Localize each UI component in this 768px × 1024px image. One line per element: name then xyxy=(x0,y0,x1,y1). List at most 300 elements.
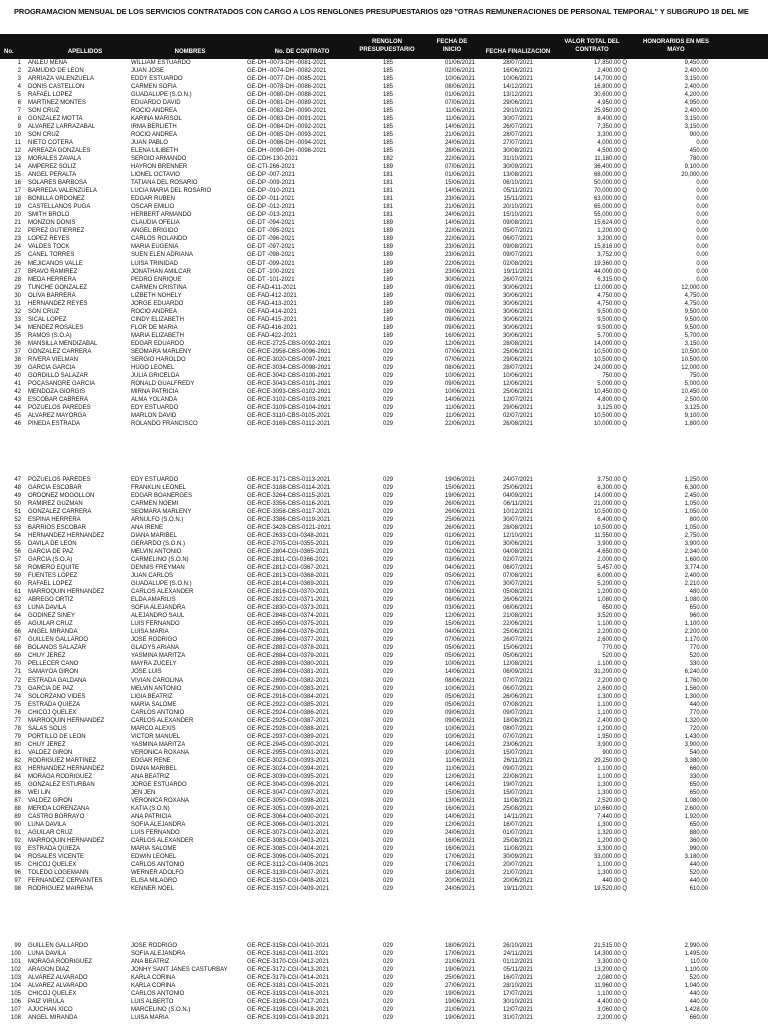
table-cell: 6,240.00 xyxy=(684,669,708,676)
table-cell: 181 xyxy=(382,204,393,211)
table-cell: GE-FAD-416-2021 xyxy=(247,324,297,331)
table-row xyxy=(0,251,768,259)
table-cell: 3,300.00 Q xyxy=(597,132,627,139)
table-cell: 05/08/2021 xyxy=(502,589,533,596)
table-cell: 4,000.00 Q xyxy=(597,140,627,147)
table-cell: ARAGON DIAZ xyxy=(28,967,70,974)
table-cell: 30/06/2021 xyxy=(502,284,533,291)
table-cell: EDDY ESTUARDO xyxy=(131,76,183,83)
table-cell: 30/06/2021 xyxy=(502,541,533,548)
table-row xyxy=(0,990,768,998)
table-row xyxy=(0,284,768,292)
table-row xyxy=(0,797,768,805)
table-cell: GE-RCE-2866-CGI-0377-2021 xyxy=(247,637,330,644)
table-row xyxy=(0,861,768,869)
table-row xyxy=(0,179,768,187)
table-row xyxy=(0,203,768,211)
table-cell: 30/07/2021 xyxy=(502,517,533,524)
table-cell: 4,800.00 Q xyxy=(597,396,627,403)
table-cell: 19/06/2021 xyxy=(444,1015,475,1022)
table-cell: 74 xyxy=(14,693,21,700)
table-cell: CARMEN SOFIA xyxy=(131,84,177,91)
table-cell: 5,200.00 Q xyxy=(597,581,627,588)
table-cell: 36 xyxy=(14,340,21,347)
table-row xyxy=(0,1006,768,1014)
header-inicio-line1: FECHA DE xyxy=(436,39,468,45)
table-cell: 1,430.00 xyxy=(684,733,708,740)
table-cell: SOLARES BARBOSA xyxy=(28,180,88,187)
table-cell: 185 xyxy=(382,148,393,155)
table-cell: 30/06/2021 xyxy=(502,292,533,299)
table-cell: GE-RCE-3264-CBS-0115-2021 xyxy=(247,493,331,500)
table-cell: 19/06/2021 xyxy=(444,999,475,1006)
table-cell: 189 xyxy=(382,292,393,299)
table-cell: 2 xyxy=(17,68,21,75)
table-cell: RAMIREZ GUZMAN xyxy=(28,501,83,508)
table-cell: 189 xyxy=(382,220,393,227)
table-cell: ELENA LILIBETH xyxy=(131,148,179,155)
table-cell: 880.00 xyxy=(689,829,708,836)
table-cell: 5,700.00 xyxy=(684,332,708,339)
table-cell: GE-RCE-3172-CGI-0413-2021 xyxy=(247,967,330,974)
table-cell: GE-RCE-2804-CGI-0365-2021 xyxy=(247,549,330,556)
table-cell: 029 xyxy=(382,565,393,572)
table-cell: 029 xyxy=(382,509,393,516)
table-cell: 21,000.00 Q xyxy=(593,501,627,508)
table-row xyxy=(0,260,768,268)
table-cell: 15/06/2021 xyxy=(444,180,475,187)
table-cell: NIETO COTERA xyxy=(28,140,73,147)
table-cell: 21,515.00 Q xyxy=(593,943,627,949)
table-cell: 2,520.00 Q xyxy=(597,797,627,804)
table-cell: GE-RCE-2925-CGI-0387-2021 xyxy=(247,717,330,724)
table-cell: 12/06/2021 xyxy=(444,613,475,620)
table-cell: 189 xyxy=(382,252,393,259)
table-cell: 1,300.00 Q xyxy=(597,821,627,828)
table-cell: 720.00 xyxy=(689,725,708,732)
table-cell: MARROQUIN HERNANDEZ xyxy=(28,589,105,596)
table-cell: 30/07/2021 xyxy=(502,116,533,123)
table-cell: ROCIO ANDREA xyxy=(131,308,178,315)
table-cell: 1,100.00 Q xyxy=(597,773,627,780)
table-cell: 77 xyxy=(14,717,21,724)
table-cell: 78 xyxy=(14,725,21,732)
table-cell: 86 xyxy=(14,789,21,796)
table-cell: 1,040.00 xyxy=(684,983,708,990)
table-cell: 2,200.00 Q xyxy=(597,629,627,636)
table-row xyxy=(0,677,768,685)
table-cell: 21/06/2021 xyxy=(444,204,475,211)
table-cell: GODINEZ SINEY xyxy=(28,613,76,620)
table-row xyxy=(0,268,768,276)
table-cell: 34 xyxy=(14,324,21,331)
table-cell: MORAGA RODRIGUEZ xyxy=(28,959,93,966)
table-cell: JORGE ESTUARDO xyxy=(131,781,187,788)
table-row xyxy=(0,958,768,966)
table-cell: 029 xyxy=(382,581,393,588)
table-cell: 029 xyxy=(382,621,393,628)
table-cell: 185 xyxy=(382,124,393,131)
table-cell: 15/06/2021 xyxy=(444,789,475,796)
table-cell: 31 xyxy=(14,300,21,307)
table-cell: 02/07/2021 xyxy=(502,557,533,564)
table-cell: GE-RCE-2848-CGI-0374-2021 xyxy=(247,613,330,620)
table-cell: 30/06/2021 xyxy=(502,316,533,323)
table-cell: 30/08/2021 xyxy=(502,148,533,155)
table-cell: 36,400.00 Q xyxy=(593,164,627,171)
header-contrato: No. DE CONTRATO xyxy=(274,49,330,55)
table-row xyxy=(0,612,768,620)
table-cell: 2,200.00 Q xyxy=(597,1015,627,1022)
table-row xyxy=(0,59,768,67)
table-cell: CLAUDIA OFELIA xyxy=(131,220,180,227)
table-cell: 610.00 xyxy=(689,886,708,893)
table-cell: GE-RCE-3039-CGI-0395-2021 xyxy=(247,773,330,780)
table-cell: 2,450.00 xyxy=(684,493,708,500)
table-cell: 2,500.00 xyxy=(684,396,708,403)
table-cell: 24/06/2021 xyxy=(444,140,475,147)
table-cell: 029 xyxy=(382,501,393,508)
table-cell: 029 xyxy=(382,701,393,708)
table-cell: 04/06/2021 xyxy=(444,629,475,636)
table-row xyxy=(0,91,768,99)
table-cell: GE-RCE-3020-CBS-0097-2021 xyxy=(247,356,331,363)
table-cell: 21 xyxy=(14,220,21,227)
table-cell: 650.00 xyxy=(689,605,708,612)
table-cell: 09/06/2021 xyxy=(444,316,475,323)
table-row xyxy=(0,556,768,564)
table-cell: 70 xyxy=(14,661,21,668)
table-cell: CASTRO BORRAYO xyxy=(28,813,85,820)
table-cell: ALVAREZ MAYORGA xyxy=(28,412,87,419)
table-cell: 1,320.00 xyxy=(684,717,708,724)
table-row xyxy=(0,950,768,958)
table-cell: JONATHAN AMILCAR xyxy=(131,268,191,275)
table-row xyxy=(0,620,768,628)
table-cell: GORDILLO SALAZAR xyxy=(28,372,89,379)
table-row xyxy=(0,757,768,765)
table-cell: 4,750.00 xyxy=(684,292,708,299)
table-cell: 105 xyxy=(10,991,21,998)
table-cell: 48 xyxy=(14,485,21,492)
table-row xyxy=(0,837,768,845)
table-cell: 3,520.00 Q xyxy=(597,613,627,620)
table-cell: 9,500.00 Q xyxy=(597,308,627,315)
table-cell: 13,200.00 Q xyxy=(593,967,627,974)
table-cell: 750.00 xyxy=(689,372,708,379)
table-cell: MELVIN ANTONIO xyxy=(131,549,182,556)
table-cell: 1,200.00 Q xyxy=(597,725,627,732)
table-cell: 11,960.00 Q xyxy=(594,983,627,990)
table-cell: 55 xyxy=(14,541,21,548)
table-cell: 20/10/2021 xyxy=(502,204,533,211)
table-cell: 13/08/2021 xyxy=(502,172,533,179)
table-cell: GE-DH -0084-DH -0092-2021 xyxy=(247,124,327,131)
table-cell: 029 xyxy=(382,533,393,540)
table-cell: 01/07/2021 xyxy=(502,829,533,836)
table-cell: 14/06/2021 xyxy=(444,220,475,227)
table-cell: GE-RCE-2725-CBS-0092-2021 xyxy=(247,340,331,347)
table-cell: MANSILLA MENDIZABAL xyxy=(28,340,98,347)
table-cell: 10/06/2021 xyxy=(444,685,475,692)
table-cell: 65,000.00 Q xyxy=(593,204,627,211)
table-cell: KENNER NOEL xyxy=(131,886,175,893)
table-cell: 27 xyxy=(14,268,21,275)
table-cell: MORALES ZAVALA xyxy=(28,156,82,163)
table-cell: CARMELINO (S.O.N) xyxy=(131,557,189,564)
table-cell: 22/06/2021 xyxy=(444,156,475,163)
table-cell: SOFIA ALEJANDRA xyxy=(131,821,186,828)
table-row xyxy=(0,725,768,733)
table-cell: 26/07/2021 xyxy=(502,637,533,644)
table-cell: 5 xyxy=(17,92,21,99)
table-row xyxy=(0,300,768,308)
table-cell: ROCIO ANDREA xyxy=(131,132,178,139)
table-cell: 029 xyxy=(382,999,393,1006)
table-cell: 06/07/2021 xyxy=(502,565,533,572)
table-cell: 16/06/2021 xyxy=(502,68,533,75)
table-cell: 46 xyxy=(14,420,21,427)
table-cell: 25/06/2021 xyxy=(502,348,533,355)
table-cell: 87 xyxy=(14,797,21,804)
table-cell: MARLON DAVID xyxy=(131,412,177,419)
table-cell: 25/08/2021 xyxy=(502,837,533,844)
table-cell: 3,900.00 xyxy=(684,541,708,548)
table-cell: 55,000.00 Q xyxy=(593,212,627,219)
table-cell: 24 xyxy=(14,244,21,251)
table-cell: 189 xyxy=(382,228,393,235)
table-cell: BARREDA VALENZUELA xyxy=(28,188,97,195)
table-cell: 94 xyxy=(14,853,21,860)
table-cell: 029 xyxy=(382,477,393,483)
table-cell: 22/08/2021 xyxy=(502,773,533,780)
table-cell: JORGE EDUARDO xyxy=(131,300,184,307)
table-cell: 3,752.00 Q xyxy=(597,252,627,259)
table-row xyxy=(0,75,768,83)
table-cell: 7,350.00 Q xyxy=(597,124,627,131)
table-cell: 029 xyxy=(382,356,393,363)
table-cell: MIRNA PATRICIA xyxy=(131,388,179,395)
table-row xyxy=(0,396,768,404)
table-cell: SON CRUZ xyxy=(28,132,60,139)
table-row xyxy=(0,99,768,107)
table-cell: MARIA EUGENIA xyxy=(131,244,179,251)
table-cell: 10,500.00 xyxy=(681,356,708,363)
table-cell: GE-RCE-2812-CGI-0367-2021 xyxy=(247,565,330,572)
table-row xyxy=(0,805,768,813)
table-cell: GE-RCE-3064-CGI-0400-2021 xyxy=(247,813,330,820)
table-cell: LUISA MARIA xyxy=(131,1015,169,1022)
table-cell: 11/06/2021 xyxy=(445,765,475,772)
table-cell: 12,000.00 xyxy=(681,284,708,291)
table-cell: GE-RCE-3112-CGI-0406-2021 xyxy=(247,861,329,868)
table-cell: ANA PATRICIA xyxy=(131,813,172,820)
table-cell: 189 xyxy=(382,276,393,283)
table-cell: 1,100.00 Q xyxy=(597,621,627,628)
table-row xyxy=(0,709,768,717)
table-cell: 08/06/2021 xyxy=(444,84,475,91)
table-cell: 09/06/2021 xyxy=(444,380,475,387)
table-cell: ROLANDO FRANCISCO xyxy=(131,420,198,427)
table-cell: 3,300.00 Q xyxy=(597,959,627,966)
table-cell: 25,950.00 Q xyxy=(593,108,627,115)
table-cell: 2,400.00 xyxy=(684,573,708,580)
table-cell: 15/06/2021 xyxy=(444,621,475,628)
table-cell: GARCIA DE PAZ xyxy=(28,549,74,556)
table-cell: 26/06/2021 xyxy=(444,501,475,508)
table-cell: POZUELOS PAREDES xyxy=(28,404,91,411)
table-cell: 2,400.00 Q xyxy=(597,717,627,724)
table-cell: 6 xyxy=(17,100,21,107)
table-cell: 38 xyxy=(14,356,21,363)
table-cell: 19/06/2021 xyxy=(444,493,475,500)
table-cell: 029 xyxy=(382,396,393,403)
table-cell: LUISA MARIA xyxy=(131,629,169,636)
table-cell: 14/06/2021 xyxy=(444,781,475,788)
table-cell: 029 xyxy=(382,869,393,876)
table-cell: 330.00 xyxy=(689,773,708,780)
table-row xyxy=(0,364,768,372)
table-cell: 2,340.00 xyxy=(684,549,708,556)
table-cell: 14,300.00 Q xyxy=(593,951,627,958)
table-cell: GE-DT -101-2021 xyxy=(247,276,295,283)
table-cell: 09/06/2021 xyxy=(444,292,475,299)
table-cell: 01/06/2021 xyxy=(444,541,475,548)
table-cell: 64 xyxy=(14,613,21,620)
table-cell: BONILLA ORDOÑEZ xyxy=(28,196,85,203)
table-cell: 029 xyxy=(382,805,393,812)
table-cell: 23/06/2021 xyxy=(444,252,475,259)
table-cell: 09/06/2021 xyxy=(444,308,475,315)
table-cell: 1,428.00 xyxy=(684,1007,708,1014)
table-cell: GE-RCE-3171-CBS-0113-2021 xyxy=(247,477,331,483)
table-cell: PELLECER CANO xyxy=(28,661,79,668)
table-cell: 5,000.00 Q xyxy=(597,380,627,387)
table-cell: 19/06/2021 xyxy=(444,477,475,483)
table-cell: CARMEN NOEMI xyxy=(131,501,179,508)
table-cell: GONZALEZ CARRERA xyxy=(28,348,92,355)
table-cell: 26/07/2021 xyxy=(502,124,533,131)
table-cell: 51 xyxy=(14,509,21,516)
table-cell: 72 xyxy=(14,677,21,684)
table-cell: 12/06/2021 xyxy=(444,340,475,347)
table-cell: 2,080.00 Q xyxy=(597,975,627,982)
table-cell: 08/06/2021 xyxy=(444,677,475,684)
table-cell: 520.00 xyxy=(689,869,708,876)
table-cell: 23/06/2021 xyxy=(444,268,475,275)
table-cell: GE-DP -007-2021 xyxy=(247,172,295,179)
table-cell: 69 xyxy=(14,653,21,660)
table-cell: 10,500.00 Q xyxy=(593,348,627,355)
table-cell: 05/11/2021 xyxy=(503,967,533,974)
table-cell: 30/06/2021 xyxy=(444,276,475,283)
table-cell: 24/06/2021 xyxy=(444,212,475,219)
table-row xyxy=(0,588,768,596)
table-row xyxy=(0,821,768,829)
table-row xyxy=(0,139,768,147)
table-cell: 22/06/2021 xyxy=(444,420,475,427)
table-cell: GE-DH -0078-DH -0086-2021 xyxy=(247,84,327,91)
table-cell: 07/07/2021 xyxy=(502,677,533,684)
table-cell: ANGEL MIRANDA xyxy=(28,1015,78,1022)
table-cell: EDWIN LEONEL xyxy=(131,853,177,860)
table-cell: 029 xyxy=(382,637,393,644)
table-cell: 60 xyxy=(14,581,21,588)
table-cell: 440.00 xyxy=(689,999,708,1006)
table-cell: 05/06/2021 xyxy=(444,653,475,660)
table-cell: 26/11/2021 xyxy=(503,757,533,764)
table-cell: 09/06/2021 xyxy=(444,300,475,307)
table-cell: CARLOS ALEXANDER xyxy=(131,717,194,724)
table-cell: 09/07/2021 xyxy=(502,252,533,259)
table-cell: 029 xyxy=(382,597,393,604)
table-cell: 24/11/2021 xyxy=(503,951,533,958)
table-cell: 1,300.00 Q xyxy=(597,789,627,796)
table-cell: GE-RCE-3158-CGI-0410-2021 xyxy=(247,943,330,949)
table-cell: GE-RCE-3358-CBS-0117-2021 xyxy=(247,509,331,516)
table-cell: 106 xyxy=(10,999,21,1006)
table-row xyxy=(0,243,768,251)
table-cell: 1,300.00 Q xyxy=(597,781,627,788)
table-row xyxy=(0,219,768,227)
table-cell: HAYRON BRENNER xyxy=(131,164,188,171)
table-cell: GE-RCE-3139-CGI-0407-2021 xyxy=(247,869,330,876)
table-cell: KARINA MARISOL xyxy=(131,116,182,123)
table-cell: ANGEL MIRANDA xyxy=(28,629,78,636)
table-cell: 029 xyxy=(382,661,393,668)
table-cell: 029 xyxy=(382,364,393,371)
table-cell: GE-DP -013-2021 xyxy=(247,212,295,219)
table-cell: GUADALUPE (S.O.N.) xyxy=(131,581,192,588)
table-cell: EDUARDO DAVID xyxy=(131,100,181,107)
table-cell: 25/06/2021 xyxy=(502,388,533,395)
table-cell: 05/06/2021 xyxy=(444,701,475,708)
table-row xyxy=(0,227,768,235)
table-cell: 3,774.00 xyxy=(684,565,708,572)
table-cell: 10/06/2021 xyxy=(444,725,475,732)
table-cell: 029 xyxy=(382,629,393,636)
table-cell: 16/07/2021 xyxy=(502,975,533,982)
table-cell: LUIS ALBERTO xyxy=(131,999,174,1006)
table-cell: 0.00 xyxy=(696,268,708,275)
table-cell: 10,500.00 Q xyxy=(593,525,627,532)
table-row xyxy=(0,500,768,508)
table-cell: GE-RCE-3047-CGI-0397-2021 xyxy=(247,789,330,796)
table-cell: GE-DH -0090-DH -0098-2021 xyxy=(247,148,327,155)
table-row xyxy=(0,604,768,612)
table-cell: 4,950.00 xyxy=(684,100,708,107)
table-cell: 108 xyxy=(10,1015,21,1022)
table-cell: 029 xyxy=(382,951,393,958)
table-cell: 6,315.00 Q xyxy=(597,276,627,283)
table-cell: 29 xyxy=(14,284,21,291)
table-cell: GE-RCE-3102-CBS-0103-2021 xyxy=(247,396,331,403)
table-cell: GE-RCE-3042-CBS-0100-2021 xyxy=(247,372,331,379)
table-cell: 25/06/2021 xyxy=(502,629,533,636)
table-cell: 06/07/2021 xyxy=(502,685,533,692)
table-cell: GE-RCE-3170-CGI-0412-2021 xyxy=(247,959,330,966)
table-cell: MARROQUIN HERNANDEZ xyxy=(28,837,105,844)
table-header xyxy=(0,34,768,59)
table-cell: MENDOZA GIORGIS xyxy=(28,388,86,395)
table-cell: 04/08/2021 xyxy=(502,549,533,556)
table-cell: 31/10/2021 xyxy=(502,156,533,163)
table-cell: BOLAÑOS SALAZAR xyxy=(28,645,87,652)
table-cell: 91 xyxy=(14,829,21,836)
table-cell: 81 xyxy=(14,749,21,756)
table-cell: GE-FAD-413-2021 xyxy=(247,300,297,307)
table-cell: 8 xyxy=(17,116,21,123)
